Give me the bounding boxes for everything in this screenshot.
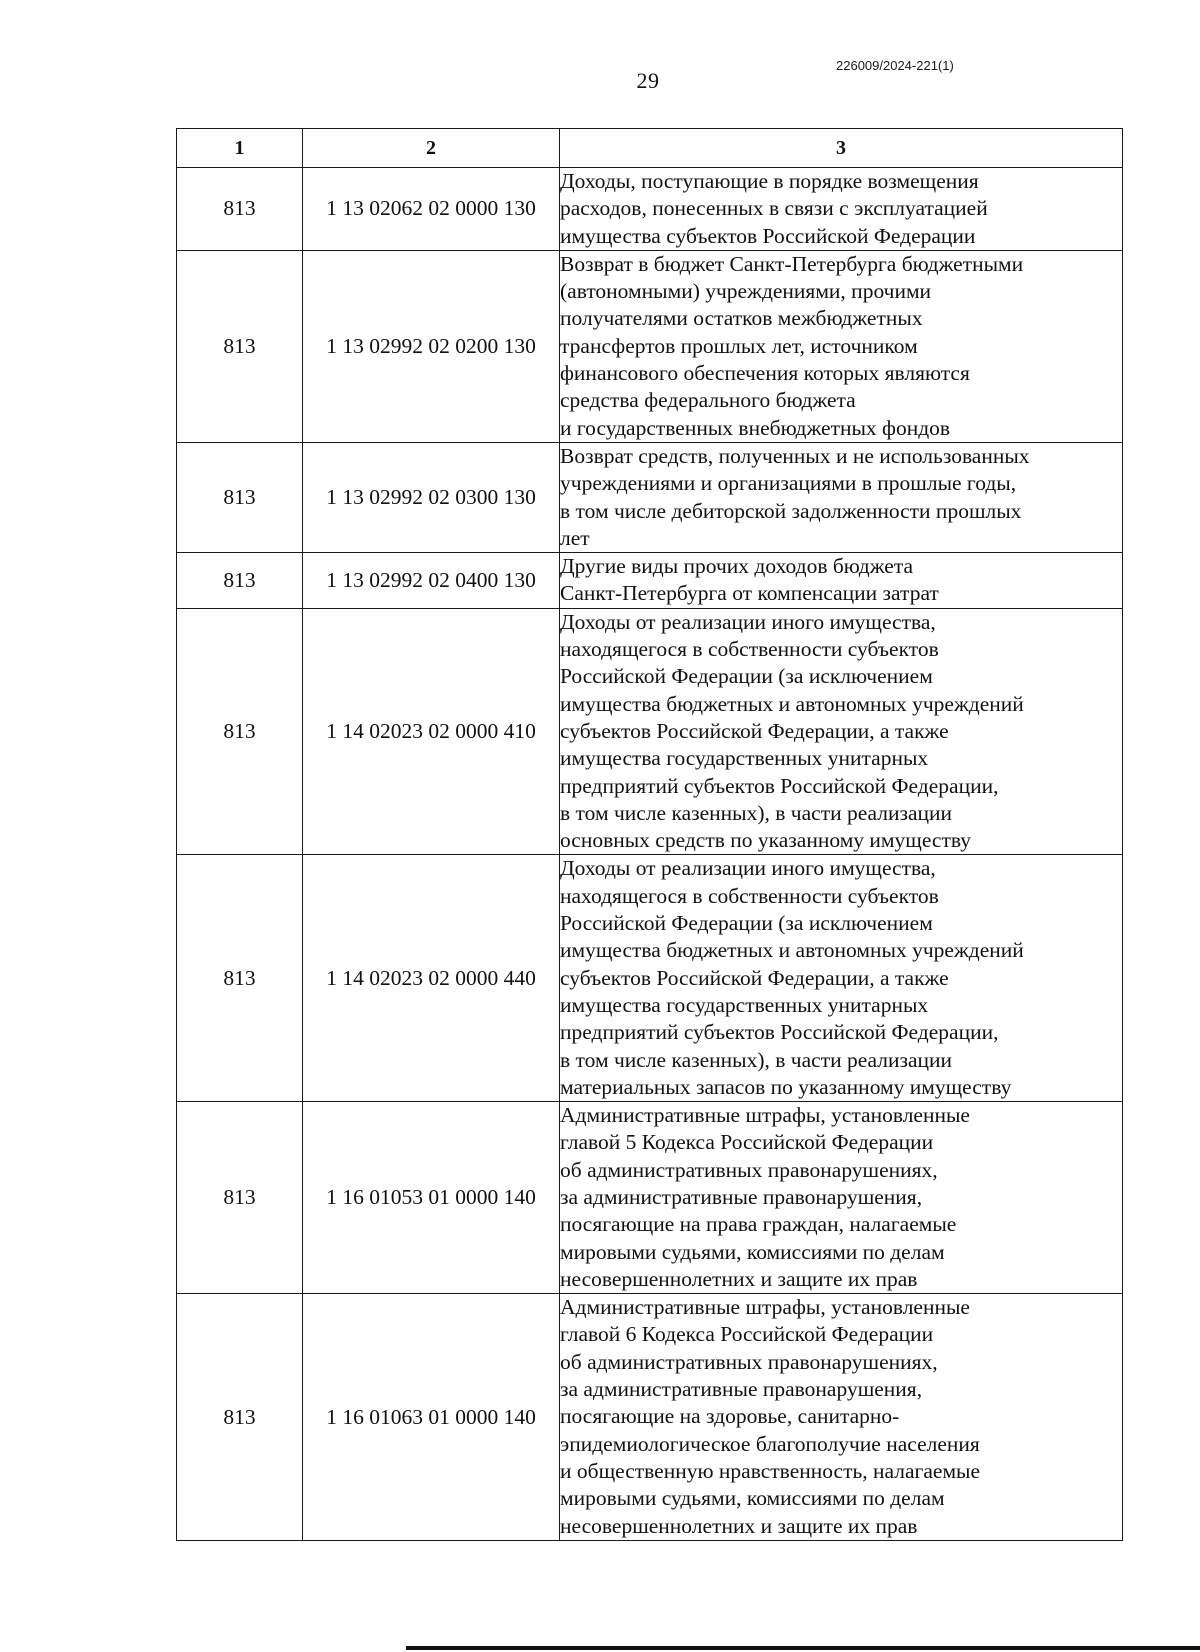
admin-code-cell: 813 [177, 168, 303, 251]
description-line: мировыми судьями, комиссиями по делам [560, 1486, 945, 1511]
admin-code-cell: 813 [177, 608, 303, 855]
admin-code-cell: 813 [177, 855, 303, 1102]
income-description-cell [560, 168, 1123, 251]
description-line: (автономными) учреждениями, прочими [560, 279, 932, 304]
description-line: Возврат в бюджет Санкт-Петербурга бюджетными [560, 251, 1024, 276]
admin-code-cell: 813 [177, 1294, 303, 1541]
description-line: субъектов Российской Федерации, а также [560, 718, 949, 743]
description-line: имущества бюджетных и автономных учреждений [560, 691, 1024, 716]
income-description-cell [560, 1294, 1123, 1541]
admin-code-cell: 813 [177, 1102, 303, 1294]
description-line: учреждениями и организациями в прошлые годы, [560, 471, 1017, 496]
description-line: в том числе дебиторской задолженности прошлых [560, 498, 1022, 523]
description-line: находящегося в собственности субъектов [560, 637, 939, 662]
description-line: имущества государственных унитарных [560, 746, 929, 771]
description-line: предприятий субъектов Российской Федерации, [560, 1020, 999, 1045]
table-row [177, 1102, 1123, 1294]
income-description-cell [560, 553, 1123, 609]
income-description-cell [560, 442, 1123, 552]
budget-classification-code-cell: 1 16 01063 01 0000 140 [303, 1294, 560, 1541]
description-line: Санкт-Петербурга от компенсации затрат [560, 581, 939, 606]
description-line: об административных правонарушениях, [560, 1349, 938, 1374]
description-line: Доходы от реализации иного имущества, [560, 856, 936, 881]
description-line: Возврат средств, полученных и не использованных [560, 443, 1030, 468]
description-line: лет [560, 525, 590, 550]
description-line: за административные правонарушения, [560, 1184, 923, 1209]
table-row [177, 168, 1123, 251]
description-line: финансового обеспечения которых являются [560, 361, 970, 386]
column-header-2: 2 [303, 129, 560, 168]
table-row [177, 250, 1123, 442]
description-line: эпидемиологическое благополучие населения [560, 1431, 980, 1456]
description-line: в том числе казенных), в части реализации [560, 800, 953, 825]
description-line: Другие виды прочих доходов бюджета [560, 554, 914, 579]
table-row [177, 1294, 1123, 1541]
description-line: материальных запасов по указанному имуществу [560, 1074, 1012, 1099]
income-description-cell [560, 608, 1123, 855]
income-description-cell [560, 855, 1123, 1102]
description-line: имущества субъектов Российской Федерации [560, 223, 976, 248]
description-line: находящегося в собственности субъектов [560, 883, 939, 908]
description-line: Административные штрафы, установленные [560, 1103, 970, 1128]
description-line: Российской Федерации (за исключением [560, 911, 933, 936]
admin-code-cell: 813 [177, 442, 303, 552]
budget-classification-code-cell: 1 13 02992 02 0400 130 [303, 553, 560, 609]
page-number: 29 [636, 68, 660, 93]
column-header-3: 3 [560, 129, 1123, 168]
description-line: Административные штрафы, установленные [560, 1295, 970, 1320]
description-line: имущества бюджетных и автономных учреждений [560, 938, 1024, 963]
column-header-1: 1 [177, 129, 303, 168]
footer-rule [406, 1646, 1200, 1650]
description-line: трансфертов прошлых лет, источником [560, 333, 918, 358]
table-row [177, 442, 1123, 552]
admin-code-cell: 813 [177, 250, 303, 442]
description-line: мировыми судьями, комиссиями по делам [560, 1239, 945, 1264]
description-line: и государственных внебюджетных фондов [560, 415, 951, 440]
document-code: 226009/2024-221(1) [836, 58, 954, 73]
admin-code-cell: 813 [177, 553, 303, 609]
description-line: Доходы, поступающие в порядке возмещения [560, 169, 979, 193]
description-line: об административных правонарушениях, [560, 1157, 938, 1182]
table-row [177, 608, 1123, 855]
table-header-row [177, 129, 1123, 168]
description-line: главой 6 Кодекса Российской Федерации [560, 1322, 934, 1347]
table-body [177, 168, 1123, 1541]
description-line: несовершеннолетних и защите их прав [560, 1513, 918, 1538]
table-row [177, 553, 1123, 609]
description-line: имущества государственных унитарных [560, 992, 929, 1017]
description-line: субъектов Российской Федерации, а также [560, 965, 949, 990]
description-line: главой 5 Кодекса Российской Федерации [560, 1130, 934, 1155]
description-line: в том числе казенных), в части реализации [560, 1047, 953, 1072]
budget-classification-code-cell: 1 14 02023 02 0000 440 [303, 855, 560, 1102]
description-line: предприятий субъектов Российской Федерации, [560, 773, 999, 798]
income-description-cell [560, 250, 1123, 442]
budget-classification-code-cell: 1 13 02992 02 0200 130 [303, 250, 560, 442]
budget-classification-code-cell: 1 13 02992 02 0300 130 [303, 442, 560, 552]
description-line: средства федерального бюджета [560, 388, 856, 413]
budget-classification-code-cell: 1 14 02023 02 0000 410 [303, 608, 560, 855]
description-line: посягающие на права граждан, налагаемые [560, 1212, 957, 1237]
income-codes-table [176, 128, 1123, 1541]
description-line: и общественную нравственность, налагаемые [560, 1458, 981, 1483]
budget-classification-code-cell: 1 13 02062 02 0000 130 [303, 168, 560, 251]
description-line: расходов, понесенных в связи с эксплуатацией [560, 196, 988, 221]
description-line: посягающие на здоровье, санитарно- [560, 1404, 900, 1429]
description-line: несовершеннолетних и защите их прав [560, 1266, 918, 1291]
budget-classification-code-cell: 1 16 01053 01 0000 140 [303, 1102, 560, 1294]
description-line: за административные правонарушения, [560, 1377, 923, 1402]
description-line: Доходы от реализации иного имущества, [560, 609, 936, 634]
description-line: получателями остатков межбюджетных [560, 306, 923, 331]
description-line: основных средств по указанному имуществу [560, 828, 972, 853]
description-line: Российской Федерации (за исключением [560, 664, 933, 689]
income-description-cell [560, 1102, 1123, 1294]
table-row [177, 855, 1123, 1102]
